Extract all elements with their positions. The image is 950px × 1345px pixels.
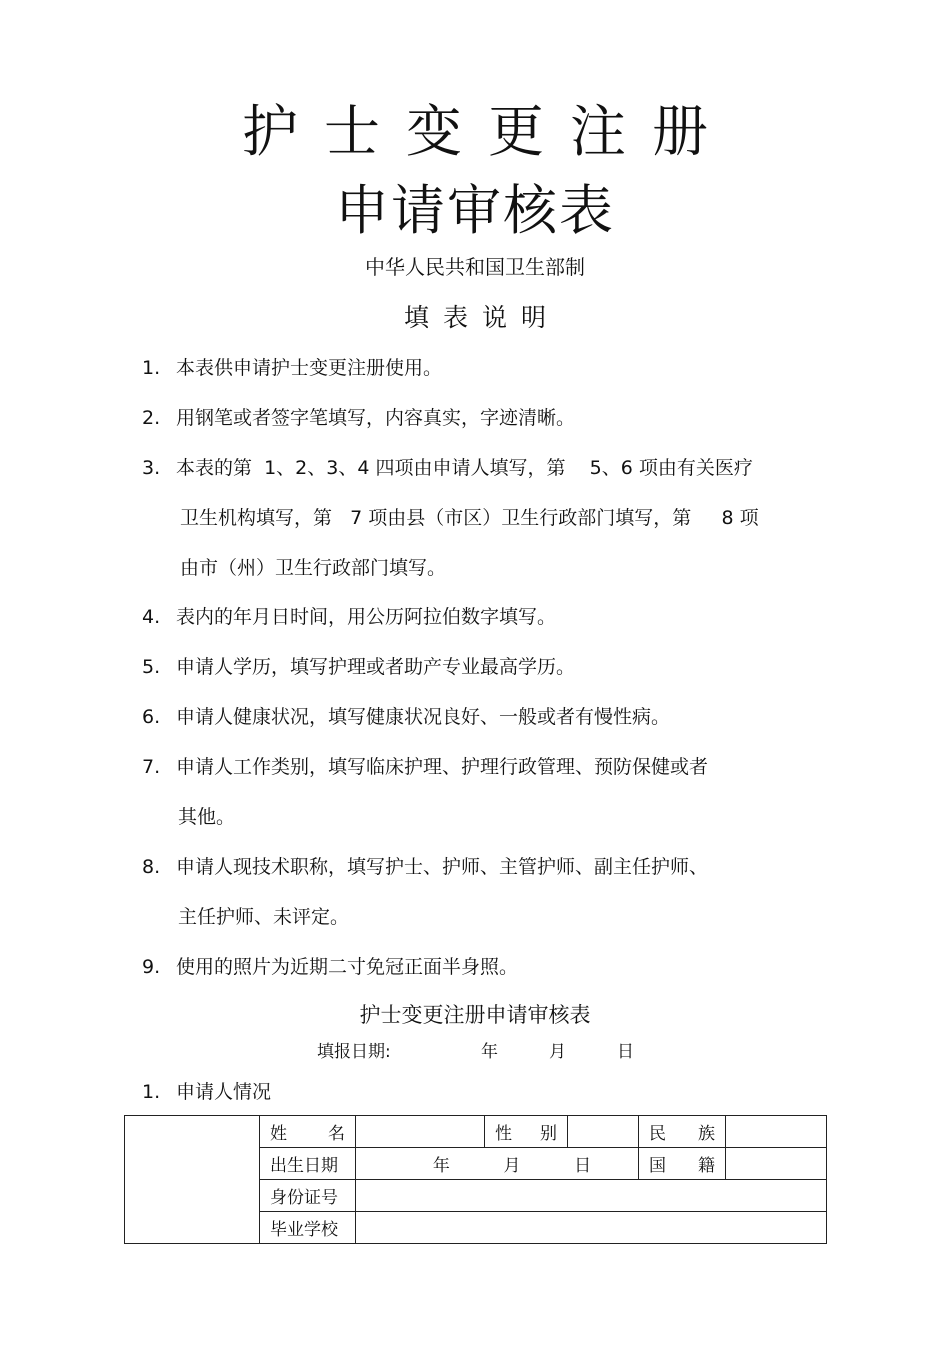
fill-date-year: 年 bbox=[481, 1042, 498, 1062]
instruction-line: 主任护师、未评定。 bbox=[178, 906, 350, 928]
name-field[interactable] bbox=[356, 1116, 485, 1148]
school-field[interactable] bbox=[356, 1212, 827, 1244]
nationality-field[interactable] bbox=[726, 1148, 827, 1180]
school-label: 毕业学校 bbox=[260, 1212, 356, 1244]
nationality-label: 国 籍 bbox=[639, 1148, 726, 1180]
instruction-number: 5. bbox=[142, 656, 161, 678]
birthdate-day: 日 bbox=[574, 1156, 592, 1176]
instruction-line: 使用的照片为近期二寸免冠正面半身照。 bbox=[176, 956, 519, 978]
fill-date-month: 月 bbox=[549, 1042, 566, 1062]
sex-field[interactable] bbox=[568, 1116, 639, 1148]
birthdate-label: 出生日期 bbox=[260, 1148, 356, 1180]
birthdate-year: 年 bbox=[432, 1156, 450, 1176]
instruction-number: 9. bbox=[142, 956, 161, 978]
sex-label: 性 别 bbox=[485, 1116, 568, 1148]
instruction-number: 4. bbox=[142, 606, 161, 628]
instruction-line: 本表供申请护士变更注册使用。 bbox=[176, 357, 443, 379]
instructions-title: 填表说明 bbox=[403, 303, 560, 332]
section-number: 1. bbox=[142, 1081, 161, 1103]
ethnicity-label: 民 族 bbox=[639, 1116, 726, 1148]
instruction-line: 表内的年月日时间，用公历阿拉伯数字填写。 bbox=[176, 606, 557, 628]
instruction-number: 7. bbox=[142, 756, 161, 778]
instruction-line: 申请人健康状况，填写健康状况良好、一般或者有慢性病。 bbox=[176, 706, 671, 728]
birthdate-month: 月 bbox=[503, 1156, 521, 1176]
document-title-line1: 护士变更注册 bbox=[242, 100, 734, 165]
photo-area[interactable] bbox=[125, 1116, 260, 1244]
instruction-line: 本表的第 1、2、3、4 四项由申请人填写，第 5、6 项由有关医疗 bbox=[176, 457, 753, 479]
birthdate-field[interactable] bbox=[356, 1148, 639, 1180]
issuer-text: 中华人民共和国卫生部制 bbox=[365, 255, 585, 279]
id-number-label: 身份证号 bbox=[260, 1180, 356, 1212]
instruction-line: 其他。 bbox=[178, 806, 236, 828]
instruction-line: 申请人现技术职称，填写护士、护师、主管护师、副主任护师、 bbox=[176, 856, 709, 878]
name-label: 姓 名 bbox=[260, 1116, 356, 1148]
form-title: 护士变更注册申请审核表 bbox=[359, 1003, 591, 1027]
id-number-field[interactable] bbox=[356, 1180, 827, 1212]
instruction-number: 1. bbox=[142, 357, 161, 379]
instruction-line: 申请人工作类别，填写临床护理、护理行政管理、预防保健或者 bbox=[176, 756, 709, 778]
document-title-line2: 申请审核表 bbox=[335, 179, 615, 242]
instruction-number: 3. bbox=[142, 457, 161, 479]
instruction-number: 8. bbox=[142, 856, 161, 878]
instruction-line: 由市（州）卫生行政部门填写。 bbox=[180, 557, 447, 579]
applicant-info-table bbox=[124, 1115, 827, 1244]
ethnicity-field[interactable] bbox=[726, 1116, 827, 1148]
instruction-number: 2. bbox=[142, 407, 161, 429]
instruction-number: 6. bbox=[142, 706, 161, 728]
fill-date-day: 日 bbox=[617, 1042, 634, 1062]
instruction-line: 用钢笔或者签字笔填写，内容真实，字迹清晰。 bbox=[176, 407, 576, 429]
instruction-line: 卫生机构填写，第 7 项由县（市区）卫生行政部门填写，第 8 项 bbox=[180, 507, 759, 529]
section-title: 申请人情况 bbox=[176, 1081, 272, 1103]
instruction-line: 申请人学历，填写护理或者助产专业最高学历。 bbox=[176, 656, 576, 678]
fill-date-label: 填报日期: bbox=[317, 1042, 391, 1062]
